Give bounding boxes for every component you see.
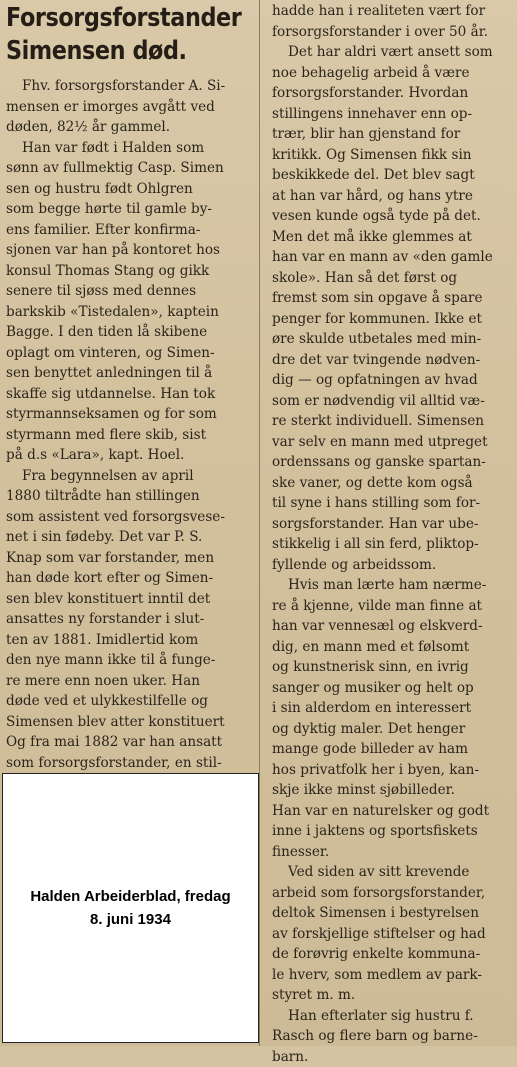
paragraph: Fra begynnelsen av april 1880 tiltrådte han stillingen som assistent ved forsorgsvese- net i sin fødeby. Det var P. S. Knap som var forstander, men han døde kort efter og Simen- sen blev konstituert inntil det ansattes ny forstander i slut- ten av 1881. Imidlertid kom den nye mann ikke til å funge- re mere enn noen uker. Han døde ved et ulykkestilfelle og Simensen blev atter konstituert Og fra mai 1882 var han ansatt som forsorgsforstander, en stil- — [6, 466, 252, 815]
source-caption-box — [2, 773, 259, 1043]
paragraph: hadde han i realiteten vært for forsorgsforstander i over 50 år. — [272, 1, 511, 42]
headline-line-1: Forsorgsforstander — [6, 2, 251, 35]
column-divider — [259, 0, 260, 1046]
source-caption: Halden Arbeiderblad, fredag 8. juni 1934 — [30, 885, 230, 931]
paragraph: Det har aldri vært ansett som noe behagelig arbeid å være forsorgsforstander. Hvordan stillingens innehaver enn op- trær, blir han gjenstand for kritikk. Og Simensen fikk sin beskikkede del. Det blev sagt at han var hård, og hans ytre vesen kunde også tyde på det. Men det må ikke glemmes at han var en mann av «den gamle skole». Han så det først og fremst som sin opgave å spare penger for kommunen. Ikke et øre skulde utbetales med min- dre det var tvingende nødven- dig — og opfatningen av hvad som er nødvendig vil alltid væ- re sterkt individuell. Simensen var selv en mann med utpreget ordenssans og ganske spartan- ske vaner, og dette kom også til syne i hans stilling som for- sorgsforstander. Han var ube- stikkelig i all sin ferd, pliktop- fyllende og arbeidssom. — [272, 42, 511, 575]
paragraph: Han var født i Halden som sønn av fullmektig Casp. Simen sen og hustru født Ohlgren som begge hørte til gamle by- ens familier. Efter konfirma- sjonen var han på kontoret hos konsul Thomas Stang og gikk senere til sjøss med dennes barkskib «Tistedalen», kaptein Bagge. I den tiden lå skibene oplagt om vinteren, og Simen- sen benyttet anledningen til å skaffe sig utdannelse. Han tok styrmannseksamen og for som styrmann med flere skib, sist på d.s «Lara», kapt. Hoel. — [6, 138, 252, 466]
paragraph: Ved siden av sitt krevende arbeid som forsorgsforstander, deltok Simensen i bestyrelsen av forskjellige stiftelser og had de forøvrig enkelte kommuna- le hverv, som medlem av park- styret m. m. — [272, 862, 511, 1006]
left-column-text — [6, 74, 252, 839]
headline-line-2: Simensen død. — [6, 35, 251, 68]
paragraph: Han efterlater sig hustru f. Rasch og flere barn og barne- barn. — [272, 1006, 511, 1067]
paragraph: Hvis man lærte ham nærme- re å kjenne, vilde man finne at han var vennesæl og elskverd- dig, en mann med et følsomt og kunstnerisk sinn, en ivrig sanger og musiker og helt op i sin alderdom en interessert og dyktig maler. Det henger mange gode billeder av ham hos privatfolk her i byen, kan- skje ikke minst sjøbilleder. Han var en naturelsker og godt inne i jaktens og sportsfiskets finesser. — [272, 575, 511, 862]
right-column — [262, 0, 517, 1046]
article-headline — [6, 2, 251, 68]
paragraph: Fhv. forsorgsforstander A. Si- mensen er imorges avgått ved døden, 82½ år gammel. — [6, 74, 252, 138]
